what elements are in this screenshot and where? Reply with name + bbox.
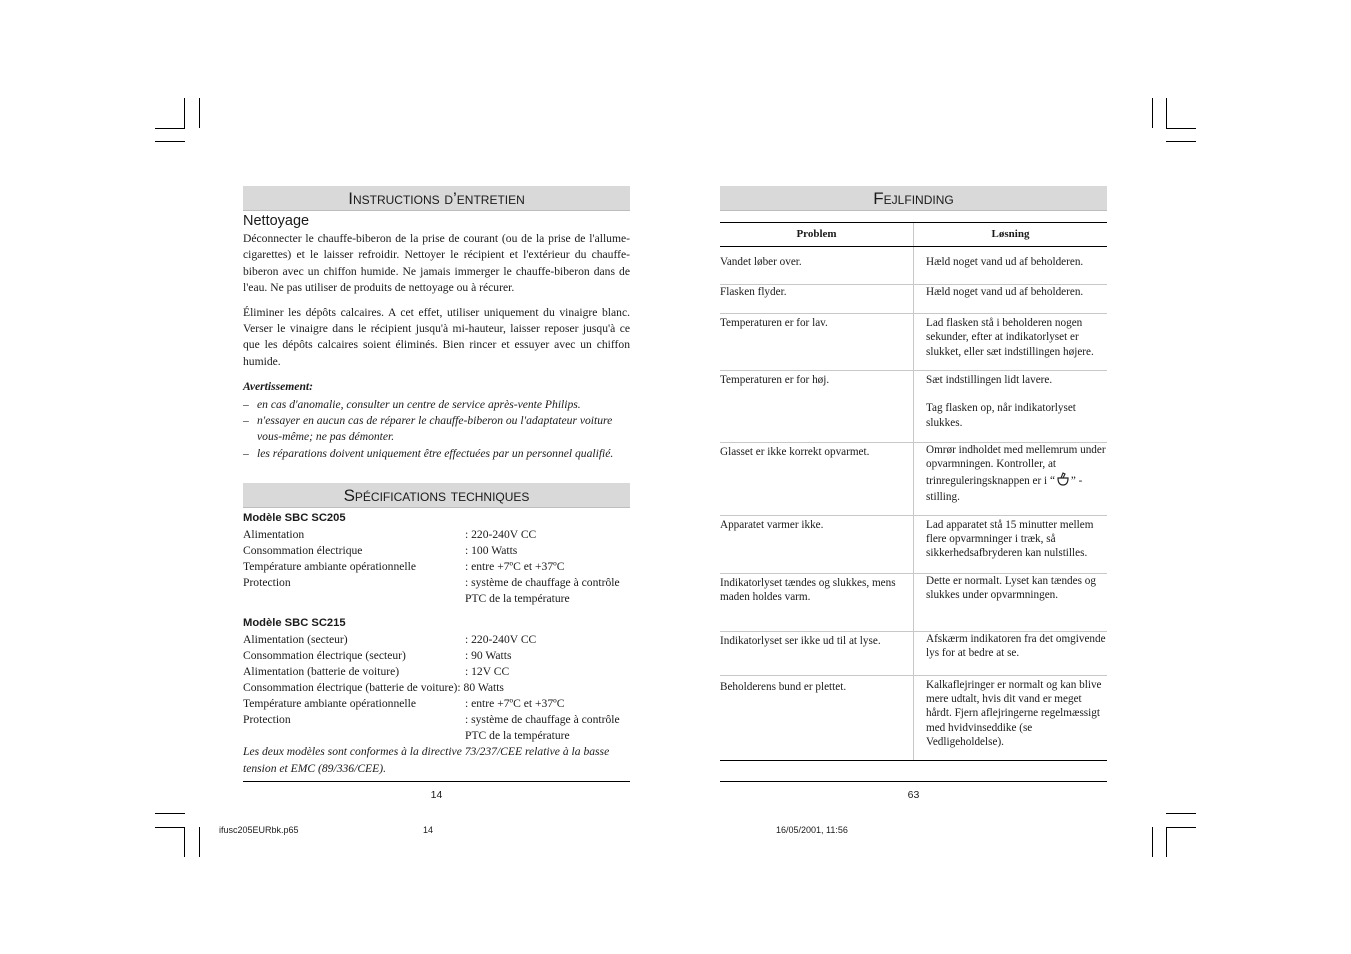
column-header-solution: Løsning (914, 223, 1108, 247)
problem-cell: Glasset er ikke korrekt opvarmet. (720, 443, 914, 516)
table-row (720, 631, 1107, 675)
specifications-body (243, 510, 630, 777)
warning-item: – en cas d'anomalie, consulter un centre de service après-vente Philips. (243, 398, 581, 412)
table-row (720, 573, 1107, 631)
spec-row: Consommation électrique (batterie de voiture): 80 Watts (243, 681, 504, 695)
solution-cell: Sæt indstillingen lidt lavere. Tag flasken op, når indikatorlyset slukkes. (914, 371, 1108, 443)
right-page-number: 63 (907, 789, 920, 801)
spec-row: Protection : système de chauffage à contrôle (243, 713, 620, 727)
left-footer-rule (243, 781, 630, 782)
solution-cell: Kalkaflejringer er normalt og kan blive mere udtalt, hvis dit vand er meget hårdt. Fjern aflejringerne regelmæssigt med hvidvinseddike (se Vedligeholdelse). (914, 675, 1108, 760)
footer-filename: ifusc205EURbk.p65 (219, 825, 299, 835)
problem-cell: Indikatorlyset ser ikke ud til at lyse. (720, 631, 914, 675)
column-header-problem: Problem (720, 223, 914, 247)
problem-cell: Temperaturen er for lav. (720, 314, 914, 371)
left-page-body (243, 213, 630, 462)
compliance-note: Les deux modèles sont conformes à la directive 73/237/CEE relative à la basse tension et EMC (89/336/CEE). (243, 745, 610, 775)
problem-cell: Vandet løber over. (720, 247, 914, 285)
spec-row: Température ambiante opérationnelle : entre +7ºC et +37ºC (243, 697, 565, 711)
spec-list-model1 (243, 527, 630, 607)
footer-page: 14 (423, 825, 434, 835)
solution-cell: Lad apparatet stå 15 minutter mellem flere opvarmninger i træk, så sikkerhedsafbryderen kan nulstilles. (914, 515, 1108, 573)
paragraph-cleaning: Déconnecter le chauffe-biberon de la prise de courant (ou de la prise de l'allume-cigarettes) et le laisser refroidir. Nettoyer le récipient et l'extérieur du chauffe-biberon avec un chiffon humide. Ne jamais immerger le chauffe-biberon dans de l'eau. Ne pas utiliser de produits de nettoyage ou à récurer. (243, 232, 630, 294)
spec-row: Consommation électrique : 100 Watts (243, 544, 518, 558)
section-title-instructions: Instructions d’entretien (243, 186, 630, 211)
footer-datetime: 16/05/2001, 11:56 (776, 825, 848, 835)
spec-row: Protection : système de chauffage à contrôle (243, 576, 620, 590)
solution-cell: Afskærm indikatoren fra det omgivende lys for at bedre at se. (914, 631, 1108, 675)
troubleshooting-table (720, 222, 1107, 761)
model-heading: Modèle SBC SC205 (243, 512, 346, 524)
problem-cell: Beholderens bund er plettet. (720, 675, 914, 760)
table-row (720, 675, 1107, 760)
solution-cell: Hæld noget vand ud af beholderen. (914, 285, 1108, 314)
warning-item: – n'essayer en aucun cas de réparer le chauffe-biberon ou l'adaptateur voiture vous-même; ne pas démonter. (243, 414, 613, 444)
problem-cell: Apparatet varmer ikke. (720, 515, 914, 573)
spec-row: PTC de la température (465, 729, 570, 743)
section-title-specifications: Spécifications techniques (243, 483, 630, 508)
section-title-troubleshooting: Fejlfinding (720, 186, 1107, 211)
solution-cell: Omrør indholdet med mellemrum under opvarmningen. Kontroller, at trinreguleringsknappen er i “ ” -stilling. (914, 443, 1108, 516)
table-row (720, 314, 1107, 371)
table-row (720, 371, 1107, 443)
spec-row: PTC de la température (465, 592, 570, 606)
spec-row: Alimentation : 220-240V CC (243, 528, 537, 542)
problem-cell: Flasken flyder. (720, 285, 914, 314)
solution-cell: Dette er normalt. Lyset kan tændes og slukkes under opvarmningen. (914, 573, 1108, 631)
table-row (720, 247, 1107, 285)
spec-row: Alimentation (batterie de voiture) : 12V CC (243, 665, 510, 679)
spec-row: Alimentation (secteur) : 220-240V CC (243, 633, 537, 647)
table-row (720, 443, 1107, 516)
right-footer-rule (720, 781, 1107, 782)
solution-cell: Lad flasken stå i beholderen nogen sekunder, efter at indikatorlyset er slukket, eller sæt indstillingen højere. (914, 314, 1108, 371)
problem-cell: Temperaturen er for høj. (720, 371, 914, 443)
solution-cell: Hæld noget vand ud af beholderen. (914, 247, 1108, 285)
model-heading: Modèle SBC SC215 (243, 617, 346, 630)
problem-cell: Indikatorlyset tændes og slukkes, mens maden holdes varm. (720, 573, 914, 631)
left-page-number: 14 (430, 789, 443, 801)
table-row (720, 285, 1107, 314)
bottle-setting-icon (1055, 472, 1071, 490)
table-row (720, 515, 1107, 573)
table-header-row (720, 223, 1107, 247)
spec-list-model2 (243, 632, 630, 744)
warning-item: – les réparations doivent uniquement être effectuées par un personnel qualifié. (243, 446, 614, 460)
warning-heading: Avertissement: (243, 379, 313, 393)
spec-row: Température ambiante opérationnelle : entre +7ºC et +37ºC (243, 560, 565, 574)
paragraph-descaling: Éliminer les dépôts calcaires. A cet effet, utiliser uniquement du vinaigre blanc. Verser le vinaigre dans le récipient jusqu'à mi-hauteur, laisser reposer jusqu'à ce que les dépôts calcaires soient éliminés. Bien rincer et essuyer avec un chiffon humide. (243, 306, 630, 368)
spec-row: Consommation électrique (secteur) : 90 Watts (243, 649, 512, 663)
nettoyage-heading: Nettoyage (243, 213, 310, 229)
